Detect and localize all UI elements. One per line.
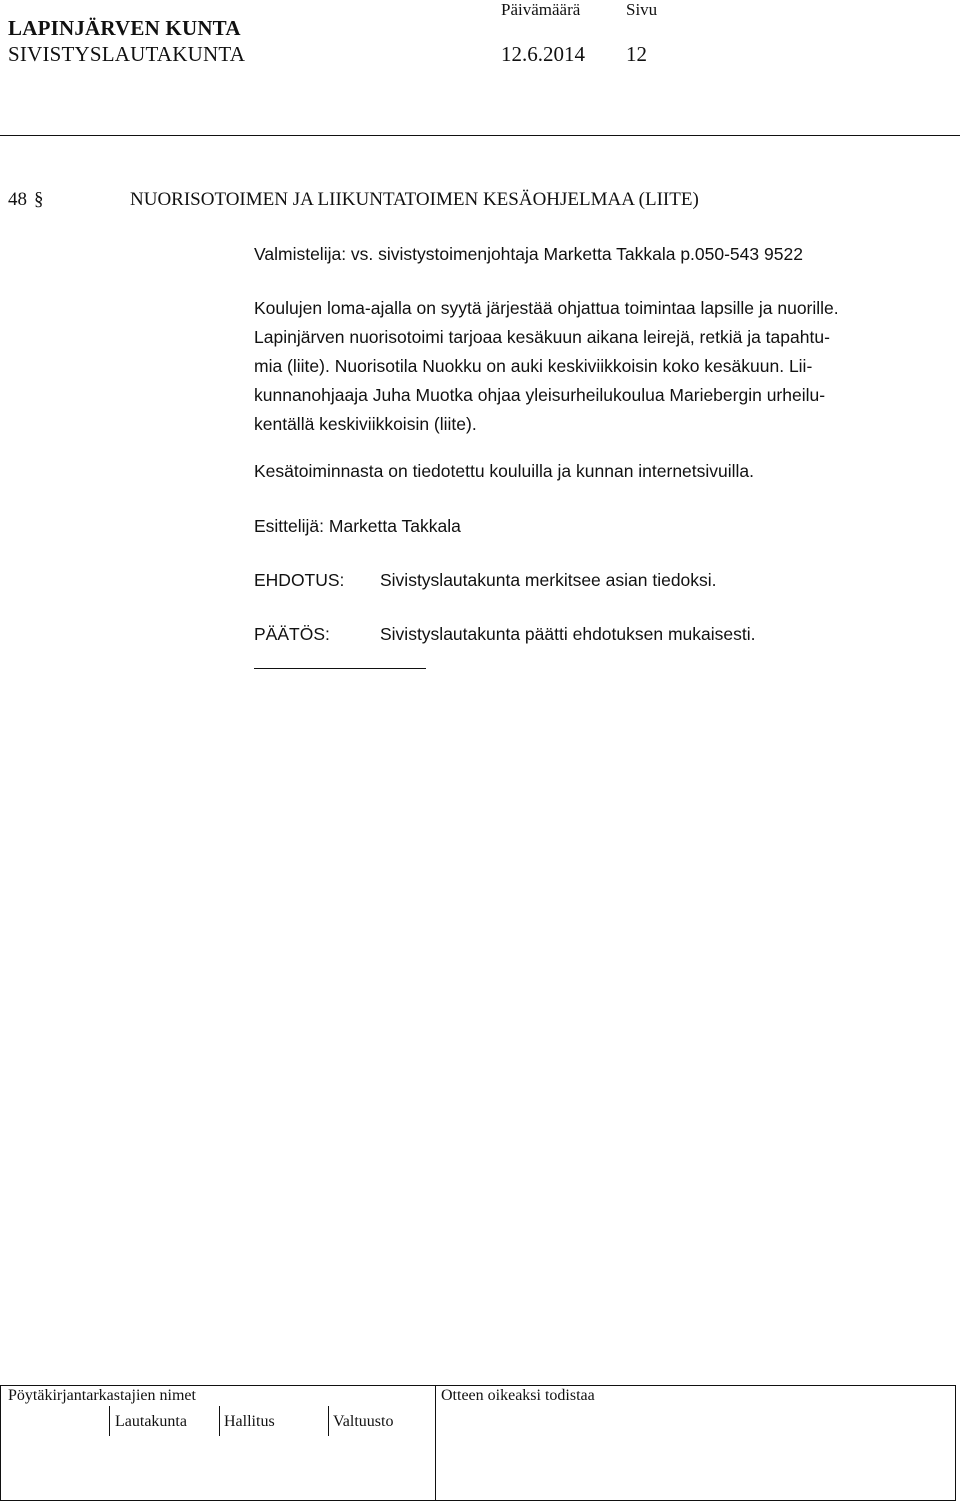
page-number: 12 <box>626 42 647 66</box>
checkers-title: Pöytäkirjantarkastajien nimet <box>8 1387 196 1404</box>
section-title: NUORISOTOIMEN JA LIIKUNTATOIMEN KESÄOHJELMAA (LIITE) <box>130 189 699 210</box>
footer-box <box>0 1385 956 1501</box>
body-hallitus: Hallitus <box>224 1413 275 1430</box>
board-name: SIVISTYSLAUTAKUNTA <box>8 42 246 66</box>
footer-cell-divider <box>328 1406 329 1436</box>
body-line: kentällä keskiviikkoisin (liite). <box>254 414 477 434</box>
presenter-line: Esittelijä: Marketta Takkala <box>254 516 461 536</box>
header-divider <box>0 135 960 136</box>
footer-divider <box>435 1386 436 1500</box>
proposal-row <box>254 570 944 594</box>
footer-cell-divider <box>109 1406 110 1436</box>
proposal-label: EHDOTUS: <box>254 570 345 590</box>
body-lautakunta: Lautakunta <box>115 1413 187 1430</box>
body-line: mia (liite). Nuorisotila Nuokku on auki keskiviikkoisin koko kesäkuun. Lii- <box>254 356 813 376</box>
body-line: kunnanohjaaja Juha Muotka ohjaa yleisurheilukoulua Mariebergin urheilu- <box>254 385 826 405</box>
organization-name: LAPINJÄRVEN KUNTA <box>8 16 241 40</box>
footer-cell-divider <box>219 1406 220 1436</box>
body-line: Lapinjärven nuorisotoimi tarjoaa kesäkuun aikana leirejä, retkiä ja tapahtu- <box>254 327 830 347</box>
preparer-line: Valmistelija: vs. sivistystoimenjohtaja Marketta Takkala p.050-543 9522 <box>254 244 803 264</box>
page-label: Sivu <box>626 0 658 19</box>
date-label: Päivämäärä <box>501 0 581 19</box>
info-line: Kesätoiminnasta on tiedotettu kouluilla ja kunnan internetsivuilla. <box>254 461 755 481</box>
certify-title: Otteen oikeaksi todistaa <box>441 1387 595 1404</box>
decision-row <box>254 624 944 648</box>
body-valtuusto: Valtuusto <box>333 1413 394 1430</box>
section-symbol: § <box>34 189 44 210</box>
proposal-text: Sivistyslautakunta merkitsee asian tiedoksi. <box>380 570 717 590</box>
end-rule <box>254 668 426 669</box>
body-paragraph <box>254 294 944 439</box>
date-value: 12.6.2014 <box>501 42 585 66</box>
decision-label: PÄÄTÖS: <box>254 624 330 644</box>
section-number: 48 <box>8 189 27 210</box>
body-line: Koulujen loma-ajalla on syytä järjestää ohjattua toimintaa lapsille ja nuorille. <box>254 298 839 318</box>
decision-text: Sivistyslautakunta päätti ehdotuksen mukaisesti. <box>380 624 756 644</box>
